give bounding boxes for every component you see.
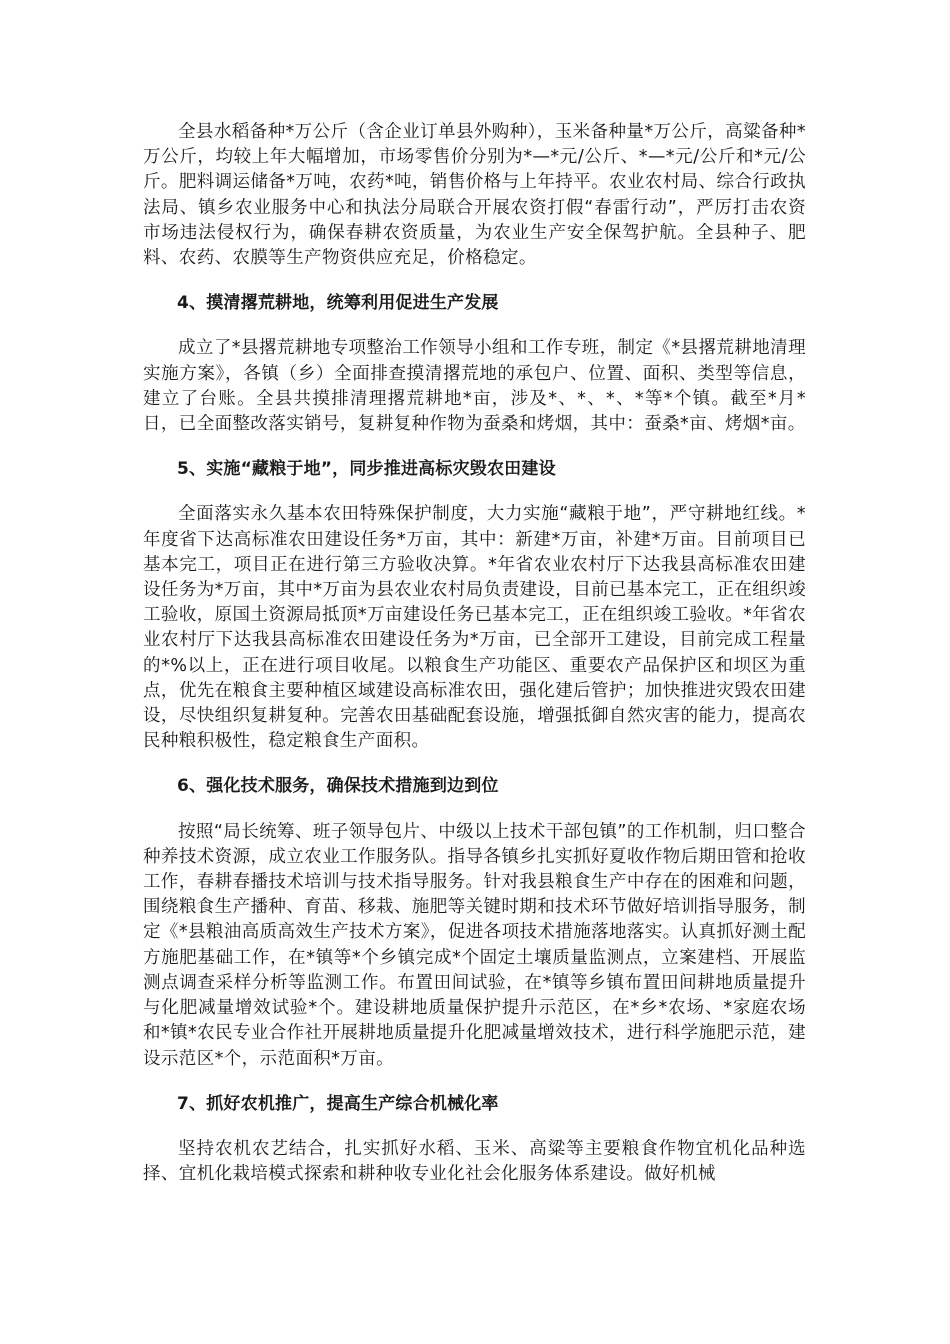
paragraph-abandoned-farmland: 成立了*县撂荒耕地专项整治工作领导小组和工作专班，制定《*县撂荒耕地清理实施方案》，各镇（乡）全面排查摸清撂荒地的承包户、位置、面积、类型等信息，建立了台账。全县共摸排清理撂荒耕地*亩，涉及*、*、*、*等*个镇。截至*月*日，已全面整改落实销号，复耕复种作物为蚕桑和烤烟，其中：蚕桑*亩、烤烟*亩。 <box>143 338 806 435</box>
section-heading-6: 6、强化技术服务，确保技术措施到边到位 <box>177 776 499 797</box>
paragraph-agricultural-machinery: 坚持农机农艺结合，扎实抓好水稻、玉米、高粱等主要粮食作物宜机化品种选择、宜机化栽培模式探索和耕种收专业化社会化服务体系建设。做好机械 <box>143 1138 806 1185</box>
paragraph-high-standard-farmland: 全面落实永久基本农田特殊保护制度，大力实施“藏粮于地”，严守耕地红线。*年度省下达高标准农田建设任务*万亩，其中：新建*万亩，补建*万亩。目前项目已基本完工，项目正在进行第三方验收决算。*年省农业农村厅下达我县高标准农田建设任务为*万亩，其中*万亩为县农业农村局负责建设，目前已基本完工，正在组织竣工验收，原国土资源局抵顶*万亩建设任务已基本完工，正在组织竣工验收。*年省农业农村厅下达我县高标准农田建设任务为*万亩，已全部开工建设，目前完成工程量的*%以上，正在进行项目收尾。以粮食生产功能区、重要农产品保护区和坝区为重点，优先在粮食主要种植区域建设高标准农田，强化建后管护；加快推进灾毁农田建设，尽快组织复耕复种。完善农田基础配套设施，增强抵御自然灾害的能力，提高农民种粮积极性，稳定粮食生产面积。 <box>143 504 806 752</box>
paragraph-technical-services: 按照“局长统筹、班子领导包片、中级以上技术干部包镇”的工作机制，归口整合种养技术资源，成立农业工作服务队。指导各镇乡扎实抓好夏收作物后期田管和抢收工作，春耕春播技术培训与技术指导服务。针对我县粮食生产中存在的困难和问题，围绕粮食生产播种、育苗、移栽、施肥等关键时期和技术环节做好培训指导服务，制定《*县粮油高质高效生产技术方案》，促进各项技术措施落地落实。认真抓好测土配方施肥基础工作，在*镇等*个乡镇完成*个固定土壤质量监测点，立案建档、开展监测点调查采样分析等监测工作。布置田间试验，在*镇等乡镇布置田间耕地质量提升与化肥减量增效试验*个。建设耕地质量保护提升示范区，在*乡*农场、*家庭农场和*镇*农民专业合作社开展耕地质量提升化肥减量增效技术，进行科学施肥示范，建设示范区*个，示范面积*万亩。 <box>143 821 806 1069</box>
document-body <box>143 120 806 1207</box>
paragraph-seed-fertilizer-supply: 全县水稻备种*万公斤（含企业订单县外购种），玉米备种量*万公斤，高粱备种*万公斤，均较上年大幅增加，市场零售价分别为*—*元/公斤、*—*元/公斤和*元/公斤。肥料调运储备*万吨，农药*吨，销售价格与上年持平。农业农村局、综合行政执法局、镇乡农业服务中心和执法分局联合开展农资打假“春雷行动”，严厉打击农资市场违法侵权行为，确保春耕农资质量，为农业生产安全保驾护航。全县种子、肥料、农药、农膜等生产物资供应充足，价格稳定。 <box>143 122 806 269</box>
section-heading-5: 5、实施“藏粮于地”，同步推进高标灾毁农田建设 <box>177 459 556 480</box>
section-heading-4: 4、摸清撂荒耕地，统筹利用促进生产发展 <box>177 293 499 314</box>
section-heading-7: 7、抓好农机推广，提高生产综合机械化率 <box>177 1093 499 1114</box>
